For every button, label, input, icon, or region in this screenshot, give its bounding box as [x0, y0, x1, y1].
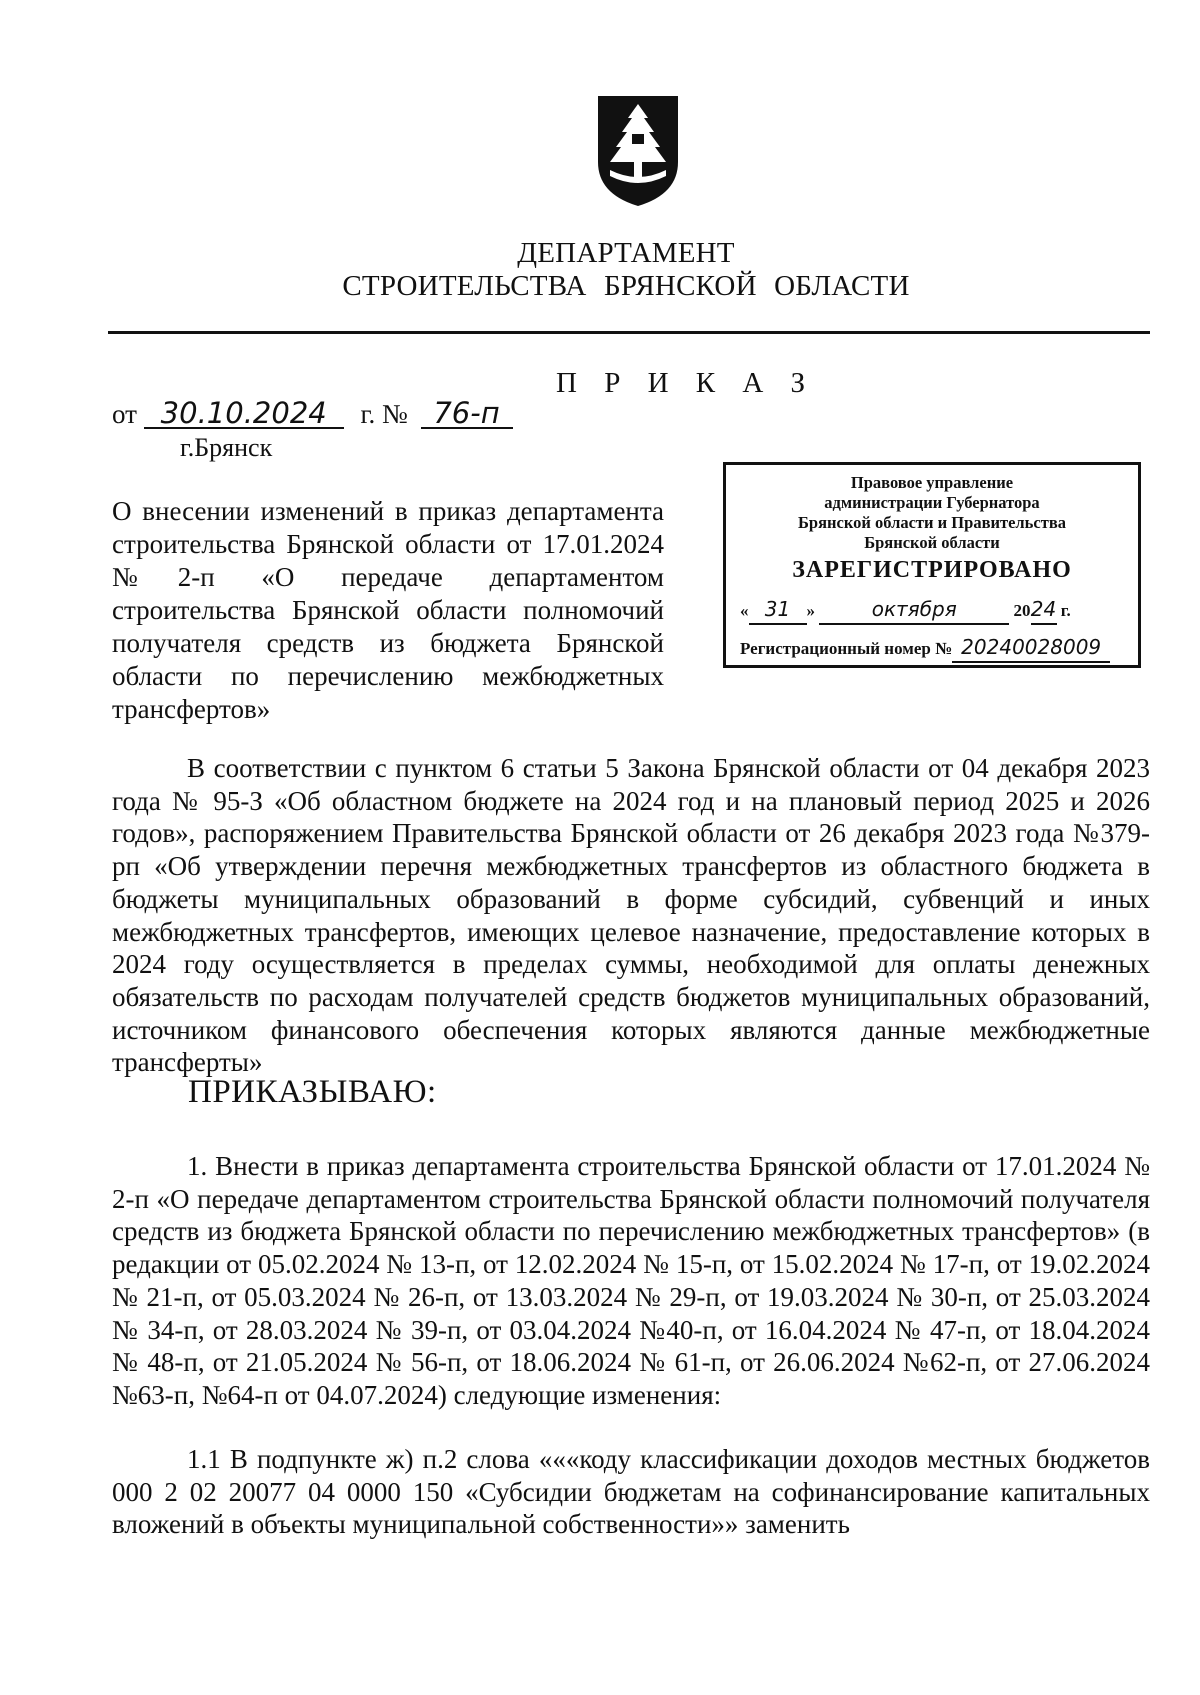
stamp-reg-number-line [740, 633, 1110, 663]
preamble-paragraph: В соответствии с пунктом 6 статьи 5 Закона Брянской области от 04 декабря 2023 года № 95-З «Об областном бюджете на 2024 год и на плановый период 2025 и 2026 годов», распоряжением Правительства Брянской области от 26 декабря 2023 года №379-рп «Об утверждении перечня межбюджетных трансфертов из областного бюджета в бюджеты муниципальных образований в форме субсидий, субвенций и иных межбюджетных трансфертов, имеющих целевое назначение, предоставление которых в 2024 году осуществляется в пределах суммы, необходимой для оплаты денежных обязательств по расходам получателей средств бюджетов муниципальных образований, источником финансового обеспечения которых являются данные межбюджетные трансферты» [112, 753, 1150, 1078]
order-city: г.Брянск [180, 433, 273, 462]
coat-of-arms-emblem [594, 92, 682, 208]
order-title: П Р И К А З [556, 367, 816, 399]
stamp-header [726, 473, 1138, 553]
order-date: 30.10.2024 [144, 399, 344, 429]
stamp-year: 24 [1031, 595, 1057, 625]
stamp-reg-label: Регистрационный номер № [740, 639, 953, 658]
stamp-line4: Брянской области [864, 533, 1000, 552]
department-name-line2: СТРОИТЕЛЬСТВА БРЯНСКОЙ ОБЛАСТИ [342, 270, 910, 302]
stamp-year-prefix: 20 [1013, 601, 1031, 620]
order-number: 76-п [421, 399, 513, 429]
stamp-month: октября [819, 595, 1009, 625]
department-name-line1: ДЕПАРТАМЕНТ [517, 237, 735, 269]
number-label: г. № [360, 399, 408, 429]
order-date-line [112, 396, 513, 430]
registration-stamp [723, 462, 1141, 668]
from-label: от [112, 399, 137, 429]
stamp-line3: Брянской области и Правительства [798, 513, 1066, 532]
stamp-line1: Правовое управление [850, 473, 1014, 492]
order-subject: О внесении изменений в приказ департамента строительства Брянской области от 17.01.2024 №2-п «О передаче департаментом строительства Брянской области полномочий получателя средств из бюджета Брянской области по перечислению межбюджетных трансфертов» [112, 496, 664, 724]
order-directive-word: ПРИКАЗЫВАЮ: [188, 1074, 437, 1110]
stamp-line2: администрации Губернатора [824, 493, 1040, 512]
clause-1-1-paragraph: 1.1 В подпункте ж) п.2 слова «««коду классификации доходов местных бюджетов 000 2 02 20077 04 0000 150 «Субсидии бюджетам на софинансирование капитальных вложений в объекты муниципальной собственности»» заменить [112, 1444, 1150, 1540]
stamp-reg-number: 20240028009 [952, 633, 1110, 663]
stamp-day: 31 [749, 595, 807, 625]
stamp-status: ЗАРЕГИСТРИРОВАНО [792, 557, 1072, 583]
stamp-date: « 31 » октября 2024 г. [740, 595, 1128, 625]
clause-1-paragraph: 1. Внести в приказ департамента строительства Брянской области от 17.01.2024 № 2-п «О передаче департаментом строительства Брянской области полномочий получателя средств из бюджета Брянской области по перечислению межбюджетных трансфертов» (в редакции от 05.02.2024 № 13-п, от 12.02.2024 № 15-п, от 15.02.2024 № 17-п, от 19.02.2024 № 21-п, от 05.03.2024 № 26-п, от 13.03.2024 № 29-п, от 19.03.2024 № 30-п, от 25.03.2024 № 34-п, от 28.03.2024 № 39-п, от 03.04.2024 №40-п, от 16.04.2024 № 47-п, от 18.04.2024 № 48-п, от 21.05.2024 № 56-п, от 18.06.2024 № 61-п, от 26.06.2024 №62-п, от 27.06.2024 №63-п, №64-п от 04.07.2024) следующие изменения: [112, 1151, 1150, 1410]
stamp-year-suffix: г. [1060, 601, 1071, 620]
header-divider [108, 331, 1150, 334]
